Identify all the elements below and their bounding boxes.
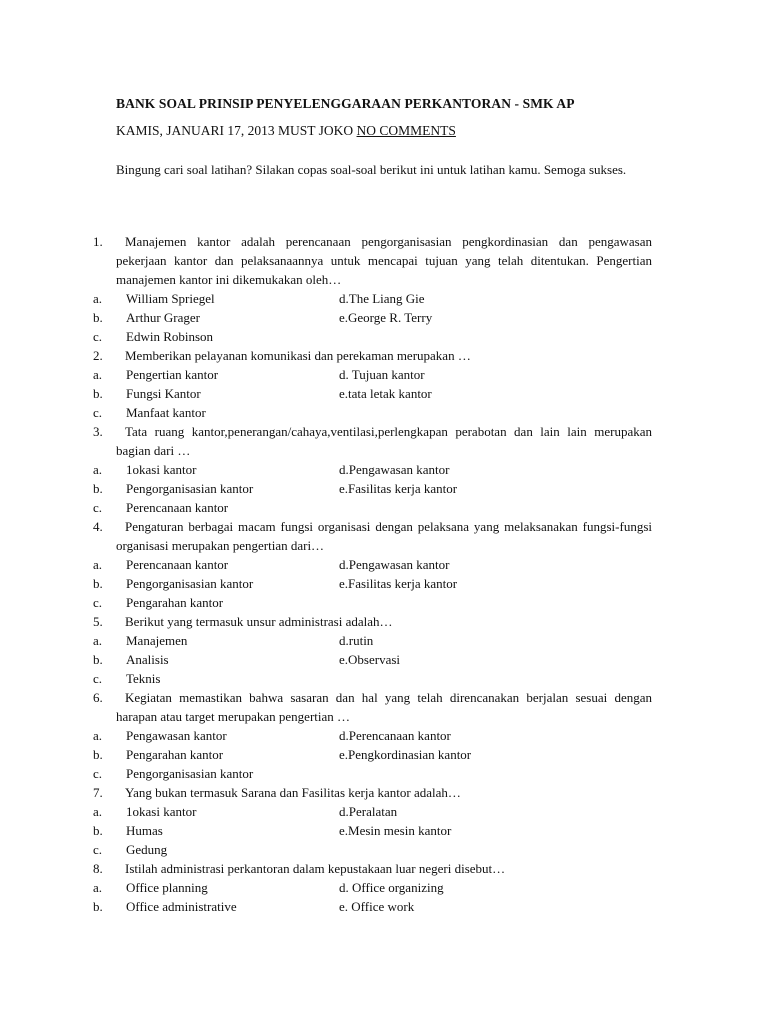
option-left: William Spriegel xyxy=(126,291,215,306)
option-letter: b. xyxy=(93,310,103,325)
option-right: d.Peralatan xyxy=(339,804,398,819)
option-letter: c. xyxy=(93,766,103,781)
option-row xyxy=(93,327,653,346)
option-row xyxy=(93,745,653,764)
option-left: Humas xyxy=(126,823,163,838)
question-number: 7. xyxy=(93,785,103,800)
option-row xyxy=(93,574,653,593)
option-right: d.Pengawasan kantor xyxy=(339,557,450,572)
option-left: Perencanaan kantor xyxy=(126,557,229,572)
option-left: 1okasi kantor xyxy=(126,804,197,819)
option-right: e.Pengkordinasian kantor xyxy=(339,747,472,762)
option-right: e. Office work xyxy=(339,899,415,914)
option-letter: b. xyxy=(93,747,103,762)
question-number: 8. xyxy=(93,861,103,876)
option-row xyxy=(93,669,653,688)
intro-paragraph: Bingung cari soal latihan? Silakan copas soal-soal berikut ini untuk latihan kamu. Semoga sukses. xyxy=(116,162,627,177)
option-left: Office planning xyxy=(126,880,208,895)
question-text: Manajemen kantor adalah perencanaan pengorganisasian pengkordinasian dan pengawasan pekerjaan kantor dan pelaksanaannya untuk mencapai tujuan yang telah ditentukan. Pengertian manajemen kantor ini dikemukakan oleh… xyxy=(116,234,652,287)
option-left: Pengorganisasian kantor xyxy=(126,481,254,496)
question-number: 2. xyxy=(93,348,103,363)
option-right: d.rutin xyxy=(339,633,374,648)
option-letter: b. xyxy=(93,481,103,496)
date-author: KAMIS, JANUARI 17, 2013 MUST JOKO xyxy=(116,123,357,138)
option-left: Pengertian kantor xyxy=(126,367,219,382)
option-right: e.Fasilitas kerja kantor xyxy=(339,576,458,591)
option-right: d. Tujuan kantor xyxy=(339,367,425,382)
option-left: Perencanaan kantor xyxy=(126,500,229,515)
question-number: 6. xyxy=(93,690,103,705)
option-letter: b. xyxy=(93,899,103,914)
question-text: Kegiatan memastikan bahwa sasaran dan hal yang telah direncanakan berjalan sesuai dengan harapan atau target merupakan pengertian … xyxy=(116,690,652,724)
option-letter: a. xyxy=(93,462,103,477)
comments-link[interactable]: NO COMMENTS xyxy=(356,123,456,138)
option-row xyxy=(93,289,653,308)
option-left: Arthur Grager xyxy=(126,310,200,325)
option-left: Analisis xyxy=(126,652,169,667)
option-row xyxy=(93,650,653,669)
question-text: Pengaturan berbagai macam fungsi organisasi dengan pelaksana yang melaksanakan fungsi-fungsi organisasi merupakan pengertian dari… xyxy=(116,519,652,553)
option-row xyxy=(93,821,653,840)
option-left: Teknis xyxy=(126,671,161,686)
question-text: Yang bukan termasuk Sarana dan Fasilitas kerja kantor adalah… xyxy=(125,785,461,800)
option-right: e.Observasi xyxy=(339,652,401,667)
option-left: 1okasi kantor xyxy=(126,462,197,477)
question-item xyxy=(93,688,653,726)
option-left: Pengarahan kantor xyxy=(126,595,224,610)
option-letter: c. xyxy=(93,405,103,420)
question-text: Tata ruang kantor,penerangan/cahaya,ventilasi,perlengkapan perabotan dan lain lain merupakan bagian dari … xyxy=(116,424,652,458)
option-left: Pengorganisasian kantor xyxy=(126,576,254,591)
option-row xyxy=(93,726,653,745)
option-row xyxy=(93,897,653,916)
option-right: d.The Liang Gie xyxy=(339,291,425,306)
option-row xyxy=(93,878,653,897)
option-letter: a. xyxy=(93,728,103,743)
option-letter: b. xyxy=(93,823,103,838)
option-letter: c. xyxy=(93,842,103,857)
option-right: d. Office organizing xyxy=(339,880,444,895)
option-left: Gedung xyxy=(126,842,168,857)
option-letter: a. xyxy=(93,804,103,819)
option-letter: c. xyxy=(93,671,103,686)
option-letter: c. xyxy=(93,595,103,610)
question-item xyxy=(93,517,653,555)
option-right: e.Fasilitas kerja kantor xyxy=(339,481,458,496)
question-text: Berikut yang termasuk unsur administrasi adalah… xyxy=(125,614,393,629)
option-letter: b. xyxy=(93,652,103,667)
option-right: e.tata letak kantor xyxy=(339,386,432,401)
question-item xyxy=(93,422,653,460)
option-left: Pengawasan kantor xyxy=(126,728,227,743)
page-title: BANK SOAL PRINSIP PENYELENGGARAAN PERKANTORAN - SMK AP xyxy=(116,96,575,111)
option-row xyxy=(93,631,653,650)
question-number: 4. xyxy=(93,519,103,534)
option-left: Office administrative xyxy=(126,899,237,914)
question-number: 1. xyxy=(93,234,103,249)
option-left: Fungsi Kantor xyxy=(126,386,201,401)
option-row xyxy=(93,802,653,821)
option-row xyxy=(93,479,653,498)
option-left: Manfaat kantor xyxy=(126,405,206,420)
option-right: e.Mesin mesin kantor xyxy=(339,823,452,838)
option-row xyxy=(93,384,653,403)
option-row xyxy=(93,365,653,384)
option-row xyxy=(93,308,653,327)
question-item xyxy=(93,859,653,878)
option-letter: b. xyxy=(93,576,103,591)
option-row xyxy=(93,498,653,517)
option-letter: a. xyxy=(93,633,103,648)
option-right: d.Pengawasan kantor xyxy=(339,462,450,477)
question-item xyxy=(93,232,653,289)
option-letter: a. xyxy=(93,880,103,895)
question-text: Memberikan pelayanan komunikasi dan perekaman merupakan … xyxy=(125,348,471,363)
option-letter: c. xyxy=(93,329,103,344)
option-left: Pengarahan kantor xyxy=(126,747,224,762)
question-item xyxy=(93,346,653,365)
option-left: Edwin Robinson xyxy=(126,329,214,344)
option-left: Manajemen xyxy=(126,633,188,648)
option-left: Pengorganisasian kantor xyxy=(126,766,254,781)
option-letter: a. xyxy=(93,291,103,306)
question-item xyxy=(93,783,653,802)
option-row xyxy=(93,593,653,612)
question-item xyxy=(93,612,653,631)
option-row xyxy=(93,555,653,574)
option-letter: a. xyxy=(93,367,103,382)
option-row xyxy=(93,764,653,783)
option-letter: a. xyxy=(93,557,103,572)
option-right: d.Perencanaan kantor xyxy=(339,728,451,743)
question-number: 3. xyxy=(93,424,103,439)
option-letter: b. xyxy=(93,386,103,401)
option-row xyxy=(93,840,653,859)
post-meta xyxy=(116,123,456,139)
question-number: 5. xyxy=(93,614,103,629)
option-right: e.George R. Terry xyxy=(339,310,433,325)
option-letter: c. xyxy=(93,500,103,515)
question-text: Istilah administrasi perkantoran dalam kepustakaan luar negeri disebut… xyxy=(125,861,506,876)
option-row xyxy=(93,460,653,479)
option-row xyxy=(93,403,653,422)
